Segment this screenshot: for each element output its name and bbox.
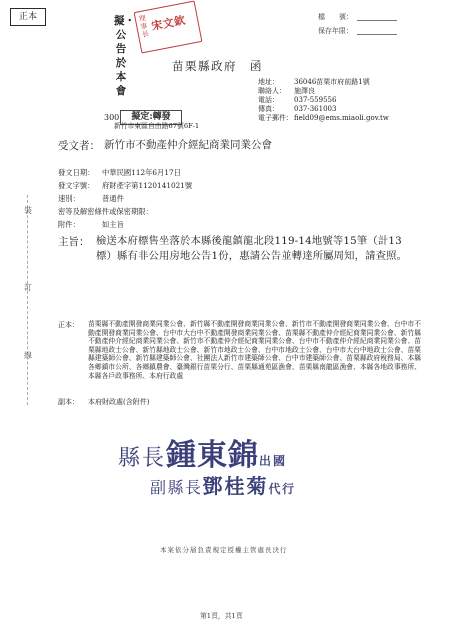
authorization-note: 本案依分層負責規定授權主管處長決行 (160, 546, 288, 554)
contact-address: 地址： 36046苗栗市府前路1號 (258, 78, 370, 86)
recipient-label: 受文者： (58, 140, 100, 152)
seal-title: 理事長 (138, 14, 150, 40)
contact-person: 聯絡人： 施澤良 (258, 87, 315, 95)
chairman-seal (134, 0, 203, 53)
subject-label: 主旨： (58, 236, 90, 248)
copy-badge: 正本 (10, 8, 46, 26)
retention-label: 保存年限： (318, 27, 353, 35)
margin-char-bind: 裝 (24, 206, 32, 215)
margin-char-line: 線 (24, 351, 32, 360)
file-number-label: 檔 號： (318, 13, 353, 21)
recipient-name: 新竹市不動產仲介經紀商業同業公會 (104, 139, 272, 151)
confidentiality-field: 密等及解密條件或保密期限： (58, 207, 153, 216)
copy2-recipients: 本府財政處(含附件) (88, 398, 150, 406)
contact-email: 電子郵件：field09@ems.miaoli.gov.tw (258, 114, 389, 122)
subject-text: 檢送本府標售坐落於本縣後龍鎮龍北段119-14地號等15筆（計13標）縣有非公用房地公告1份，惠請公告並轉達所屬周知，請查照。 (96, 235, 408, 262)
draft-stamp: 擬定:轉發 (120, 110, 182, 125)
contact-fax: 傳真： 037-361003 (258, 105, 337, 113)
document-title: 苗栗縣政府 函 (172, 59, 263, 73)
deputy-name: 鄧桂菊 (202, 474, 269, 498)
document-number-field: 發文字號： 府財產字第1120141021號 (58, 181, 193, 190)
cc-recipients: 苗栗縣不動產開發商業同業公會、新竹縣不動產開發商業同業公會、新竹市不動產開發商業同業公會、台中市不動產開發商業同業公會、台中市大台中不動產開發商業同業公會、苗栗縣不動產仲介經紀商業同業公會、新竹縣不動產仲介經紀商業同業公會、新竹市不動產仲介經紀商業同業公會、台中市不動產仲介經紀商業同業公會、苗栗縣地政士公會、新竹縣地政士公會、新竹市地政士公會、台中市地政士公會、台中市大台中地政士公會、苗栗縣建築師公會、新竹縣建築師公會、社團法人新竹市建築師公會、台中市建築師公會、苗栗縣政府稅務局、本縣各鄉鎮市公所、各鄉鎮農會、臺灣銀行苗栗分行、苗栗縣通苑區漁會、苗栗縣南龍區漁會、本縣各地政事務所、本縣各戶政事務所、本府行政處 (88, 320, 422, 380)
magistrate-status: 出國 (259, 454, 288, 468)
seal-name: 宋文欽 (150, 13, 187, 33)
magistrate-signature (118, 430, 287, 474)
cc-label: 正本： (58, 321, 79, 329)
margin-char-staple: 訂 (24, 283, 32, 292)
deputy-title: 副縣長 (150, 478, 203, 497)
issue-date-field: 發文日期： 中華民國112年6月17日 (58, 168, 181, 177)
attachment-field: 附件： 如主旨 (58, 220, 124, 229)
magistrate-title: 縣長 (118, 446, 167, 471)
page-number: 第1頁，共1頁 (200, 612, 243, 620)
deputy-status: 代行 (268, 482, 296, 496)
postal-code: 300 (104, 113, 120, 122)
copy2-label: 副本： (58, 398, 79, 406)
retention-value (357, 26, 397, 35)
file-number-field (318, 12, 397, 22)
recipient-address: 新竹市東區自由路67號6F-1 (114, 122, 200, 130)
received-stamp: 擬・公告於本會 (114, 15, 135, 97)
deputy-signature (150, 470, 296, 499)
contact-phone: 電話： 037-559556 (258, 96, 337, 104)
urgency-field: 速別： 普通件 (58, 194, 124, 203)
magistrate-name: 鍾東錦 (166, 438, 260, 473)
file-number-value (357, 12, 397, 21)
binding-line (27, 195, 28, 405)
retention-field (318, 26, 397, 36)
